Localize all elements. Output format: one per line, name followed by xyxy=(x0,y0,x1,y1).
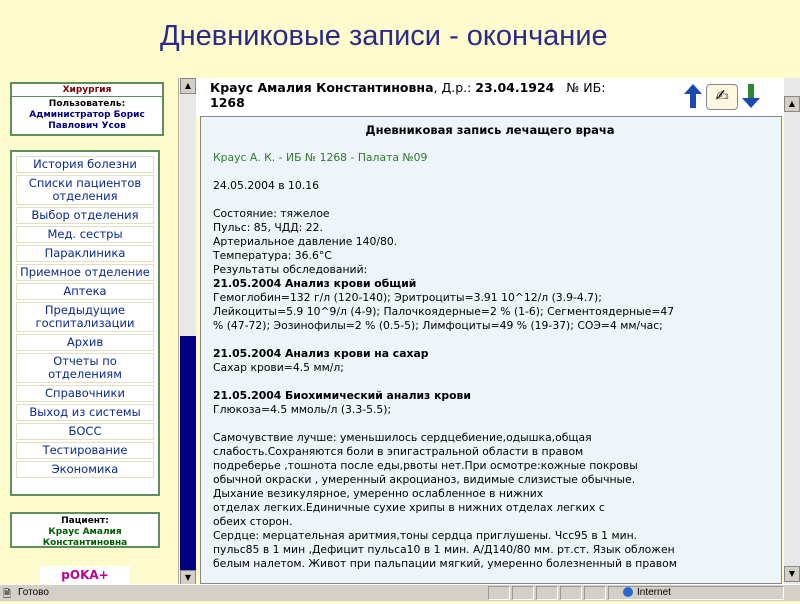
previous-record-icon[interactable] xyxy=(684,84,702,108)
left-frame-scroll-track[interactable] xyxy=(180,336,196,586)
user-label: Пользователь: xyxy=(48,99,126,109)
record-navigation xyxy=(684,80,768,110)
record-header xyxy=(196,78,784,116)
menu-item-history[interactable]: История болезни xyxy=(16,156,154,173)
patient-label: Пациент: xyxy=(61,516,109,526)
notes-line: пульс85 в 1 мин ,Дефицит пульса10 в 1 мин. А/Д140/80 мм. рт.ст. Язык обложен xyxy=(213,543,675,556)
notes-line: Самочувствие лучше: уменьшилось сердцебиение,одышка,общая xyxy=(213,431,592,444)
document-line: Артериальное давление 140/80. xyxy=(213,235,398,248)
globe-icon xyxy=(623,587,633,597)
document-line: Температура: 36.6°C xyxy=(213,249,332,262)
zone-text: Internet xyxy=(637,587,671,598)
menu-item-boss[interactable]: БОСС xyxy=(16,423,154,440)
document-line: Пульс: 85, ЧДД: 22. xyxy=(213,221,323,234)
document-line: Гемоглобин=132 г/л (120-140); Эритроциты=3.91 10^12/л (3.9-4.7); xyxy=(213,291,602,304)
document-datetime: 24.05.2004 в 10.16 xyxy=(213,179,319,192)
menu-item-references[interactable]: Справочники xyxy=(16,385,154,402)
notes-line: подреберье ,тошнота после еды,рвоты нет.При осмотре:кожные покровы xyxy=(213,459,638,472)
user-name: Администратор Борис Павлович Усов xyxy=(29,110,145,131)
scroll-up-icon[interactable]: ▲ xyxy=(180,78,196,94)
document-line: Глюкоза=4.5 ммоль/л (3.3-5.5); xyxy=(213,403,392,416)
menu-item-logout[interactable]: Выход из системы xyxy=(16,404,154,421)
document-line: Лейкоциты=5.9 10^9/л (4-9); Палочкоядерные=2 % (1-6); Сегментоядерные=47 xyxy=(213,305,675,318)
notes-line: обеих сторон. xyxy=(213,515,293,528)
main-menu xyxy=(10,150,160,496)
sidebar xyxy=(0,78,179,584)
scroll-up-icon[interactable]: ▲ xyxy=(784,96,800,112)
status-text: Готово xyxy=(18,587,49,598)
department-label: Хирургия xyxy=(12,84,162,97)
notes-line: белым налетом. Живот при пальпации мягкий, умеренно болезненный в правом xyxy=(213,557,677,570)
menu-item-economics[interactable]: Экономика xyxy=(16,461,154,478)
status-cell xyxy=(536,586,558,600)
header-patient-line xyxy=(210,80,605,110)
scroll-down-icon[interactable]: ▼ xyxy=(784,566,800,582)
status-bar xyxy=(0,584,800,601)
status-cell xyxy=(560,586,582,600)
menu-item-nurses[interactable]: Мед. сестры xyxy=(16,226,154,243)
security-zone xyxy=(608,586,784,600)
scroll-down-icon[interactable]: ▼ xyxy=(180,570,196,586)
notes-line: Сердце: мерцательная аритмия,тоны сердца приглушены. Чсс95 в 1 мин. xyxy=(213,529,638,542)
notes-line: обычной окраски , умеренный акроцианоз, видимые слизистые обычные. xyxy=(213,473,636,486)
notes-line: Дыхание везикулярное, умеренно ослабленное в нижних xyxy=(213,487,544,500)
app-logo: pOKA+ xyxy=(40,566,130,584)
status-cell xyxy=(488,586,510,600)
blood-sugar-title: 21.05.2004 Анализ крови на сахар xyxy=(213,347,429,360)
document-hand-icon[interactable]: ✍ xyxy=(706,84,738,110)
next-record-icon[interactable] xyxy=(742,84,760,108)
header-patient-name: Краус Амалия Константиновна xyxy=(210,80,434,95)
document-line: Состояние: тяжелое xyxy=(213,207,330,220)
menu-item-testing[interactable]: Тестирование xyxy=(16,442,154,459)
page-icon: 🗎 xyxy=(3,589,12,600)
notes-line: слабость.Сохраняются боли в эпигастральной области в правом xyxy=(213,445,584,458)
slide-title: Дневниковые записи - окончание xyxy=(160,20,608,52)
document-line: Сахар крови=4.5 мм/л; xyxy=(213,361,344,374)
header-ib-number: 1268 xyxy=(210,95,245,110)
browser-window xyxy=(0,78,800,600)
right-scrollbar[interactable] xyxy=(784,78,800,584)
menu-item-archive[interactable]: Архив xyxy=(16,334,154,351)
left-frame-scrollbar[interactable] xyxy=(180,78,196,336)
status-cell xyxy=(512,586,534,600)
menu-item-reports[interactable]: Отчеты по отделениям xyxy=(16,353,154,383)
patient-panel xyxy=(10,512,160,548)
patient-name: Краус Амалия Константиновна xyxy=(42,527,128,548)
menu-item-admission[interactable]: Приемное отделение xyxy=(16,264,154,281)
diary-document xyxy=(200,116,782,584)
biochem-title: 21.05.2004 Биохимический анализ крови xyxy=(213,389,471,402)
menu-item-patient-lists[interactable]: Списки пациентов отделения xyxy=(16,175,154,205)
document-line: Результаты обследований: xyxy=(213,263,368,276)
document-line: % (47-72); Эозинофилы=2 % (0.5-5); Лимфоциты=49 % (19-37); СОЭ=4 мм/час; xyxy=(213,319,663,332)
header-dob-label: , Д.р.: xyxy=(433,80,476,95)
document-title: Дневниковая запись лечащего врача xyxy=(365,123,615,137)
menu-item-pharmacy[interactable]: Аптека xyxy=(16,283,154,300)
status-cell xyxy=(584,586,606,600)
notes-line: отделах легких.Единичные сухие хрипы в нижних отделах легких с xyxy=(213,501,605,514)
menu-item-paraclinic[interactable]: Параклиника xyxy=(16,245,154,262)
header-ib-label: № ИБ: xyxy=(566,80,606,95)
menu-item-select-department[interactable]: Выбор отделения xyxy=(16,207,154,224)
document-patient-line: Краус А. К. - ИБ № 1268 - Палата №09 xyxy=(213,151,428,164)
blood-general-title: 21.05.2004 Анализ крови общий xyxy=(213,277,417,290)
header-dob: 23.04.1924 xyxy=(475,80,555,95)
user-panel xyxy=(10,82,164,136)
slide-title-bar xyxy=(0,0,800,80)
menu-item-previous-stays[interactable]: Предыдущие госпитализации xyxy=(16,302,154,332)
